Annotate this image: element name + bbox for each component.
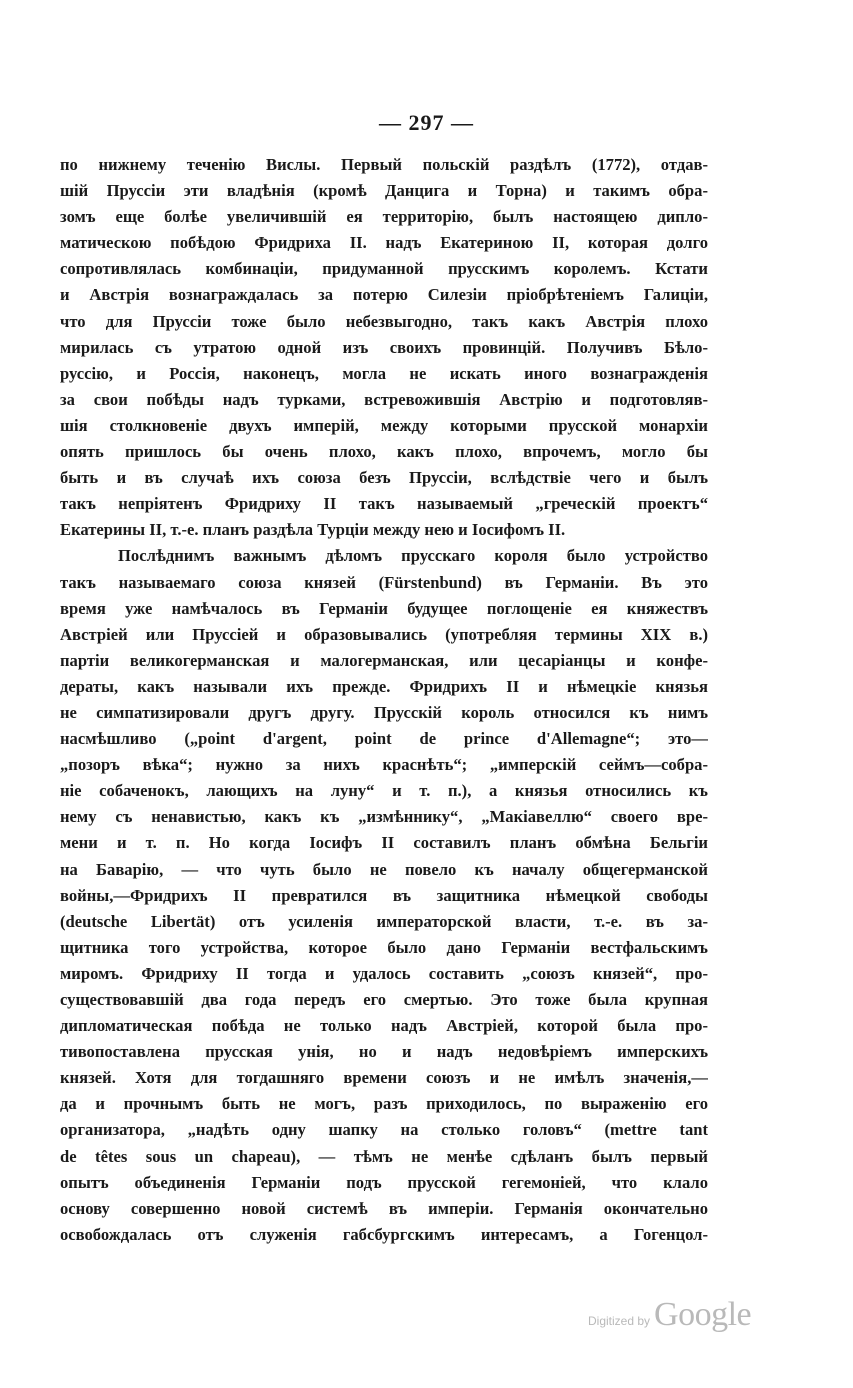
text-line: (deutsche Libertät) отъ усиленія императорской власти, т.-е. въ за- xyxy=(60,911,708,931)
text-line: такъ называемаго союза князей (Fürstenbund) въ Германіи. Въ это xyxy=(60,572,708,592)
paragraph-first-line: Послѣднимъ важнымъ дѣломъ прусскаго короля было устройство xyxy=(118,546,708,566)
text-line: партіи великогерманская и малогерманская, или цесаріанцы и конфе- xyxy=(60,650,708,670)
text-line: время уже намѣчалось въ Германіи будущее поглощеніе ея княжествъ xyxy=(60,598,708,618)
text-line: тивопоставлена прусская унія, но и надъ недовѣріемъ имперскихъ xyxy=(60,1042,708,1062)
text-line: зомъ еще болѣе увеличившій ея территорію, былъ настоящею дипло- xyxy=(60,207,708,227)
text-line: быть и въ случаѣ ихъ союза безъ Пруссіи, вслѣдствіе чего и былъ xyxy=(60,468,708,488)
text-line: за свои побѣды надъ турками, встревожившія Австрію и подготовляв- xyxy=(60,389,708,409)
text-line: освобождалась отъ служенія габсбургскимъ интересамъ, а Гогенцол- xyxy=(60,1224,708,1244)
text-line: да и прочнымъ быть не могъ, разъ приходилось, по выраженію его xyxy=(60,1094,708,1114)
text-line: опытъ объединенія Германіи подъ прусской гегемоніей, что клало xyxy=(60,1172,708,1192)
text-line: „позоръ вѣка“; нужно за нихъ краснѣть“; „имперскій сеймъ—собра- xyxy=(60,755,708,775)
text-line: шій Пруссіи эти владѣнія (кромѣ Данцига и Торна) и такимъ обра- xyxy=(60,181,708,201)
page-number: — 297 — xyxy=(379,110,474,135)
watermark-prefix: Digitized by xyxy=(588,1314,651,1328)
text-line: по нижнему теченію Вислы. Первый польскій раздѣлъ (1772), отдав- xyxy=(60,155,708,174)
text-line: войны,—Фридрихъ II превратился въ защитника нѣмецкой свободы xyxy=(60,885,708,905)
text-line: существовавшій два года передъ его смертью. Это тоже была крупная xyxy=(60,990,708,1009)
text-line: князей. Хотя для тогдашняго времени союзъ и не имѣлъ значенія,— xyxy=(60,1068,708,1088)
text-line: основу совершенно новой системѣ въ имперіи. Германія окончательно xyxy=(60,1198,708,1218)
text-body xyxy=(60,152,708,1248)
text-line: организатора, „надѣть одну шапку на столько головъ“ (mettre tant xyxy=(60,1120,708,1140)
text-line: миромъ. Фридриху II тогда и удалось составить „союзъ князей“, про- xyxy=(60,963,708,983)
text-line: и Австрія вознаграждалась за потерю Силезіи пріобрѣтеніемъ Галиціи, xyxy=(60,285,708,305)
text-line: de têtes sous un chapeau), — тѣмъ не менѣе сдѣланъ былъ первый xyxy=(60,1146,708,1166)
text-line: мени и т. п. Но когда Іосифъ II составилъ планъ обмѣна Бельгіи xyxy=(60,833,708,853)
text-line: мирилась съ утратою одной изъ своихъ провинцій. Получивъ Бѣло- xyxy=(60,337,708,357)
text-line: что для Пруссіи тоже было небезвыгодно, такъ какъ Австрія плохо xyxy=(60,311,708,331)
text-line: на Баварію, — что чуть было не повело къ началу общегерманской xyxy=(60,859,708,879)
text-line: опять пришлось бы очень плохо, какъ плохо, впрочемъ, могло бы xyxy=(60,442,708,462)
text-line: дипломатическая побѣда не только надъ Австріей, которой была про- xyxy=(60,1016,708,1036)
google-logo: Google xyxy=(654,1296,752,1333)
text-line: дераты, какъ называли ихъ прежде. Фридрихъ II и нѣмецкіе князья xyxy=(60,676,708,696)
text-line: такъ непріятенъ Фридриху II такъ называемый „греческій проектъ“ xyxy=(60,494,708,514)
text-line: шія столкновеніе двухъ имперій, между которыми прусской монархіи xyxy=(60,415,708,435)
text-line: насмѣшливо („point d'argent, point de prince d'Allemagne“; это— xyxy=(60,729,708,749)
text-line: нему съ ненавистью, какъ къ „измѣннику“, „Макіавеллю“ своего вре- xyxy=(60,807,708,827)
text-line: не симпатизировали другъ другу. Прусскій король относился къ нимъ xyxy=(60,702,708,722)
paragraph-end-line: Екатерины II, т.-е. планъ раздѣла Турціи между нею и Іосифомъ II. xyxy=(60,520,566,540)
text-line: щитника того устройства, которое было дано Германіи вестфальскимъ xyxy=(60,937,708,957)
google-watermark xyxy=(588,1296,751,1334)
text-line: ніе собаченокъ, лающихъ на луну“ и т. п.), а князья относились къ xyxy=(60,781,708,801)
text-line: матическою побѣдою Фридриха II. надъ Екатериною II, которая долго xyxy=(60,233,708,253)
text-line: сопротивлялась комбинаціи, придуманной прусскимъ королемъ. Кстати xyxy=(60,259,708,279)
text-line: руссію, и Россія, наконецъ, могла не искать иного вознагражденія xyxy=(60,363,708,383)
text-line: Австріей или Пруссіей и образовывались (употребляя термины XIX в.) xyxy=(60,624,708,644)
